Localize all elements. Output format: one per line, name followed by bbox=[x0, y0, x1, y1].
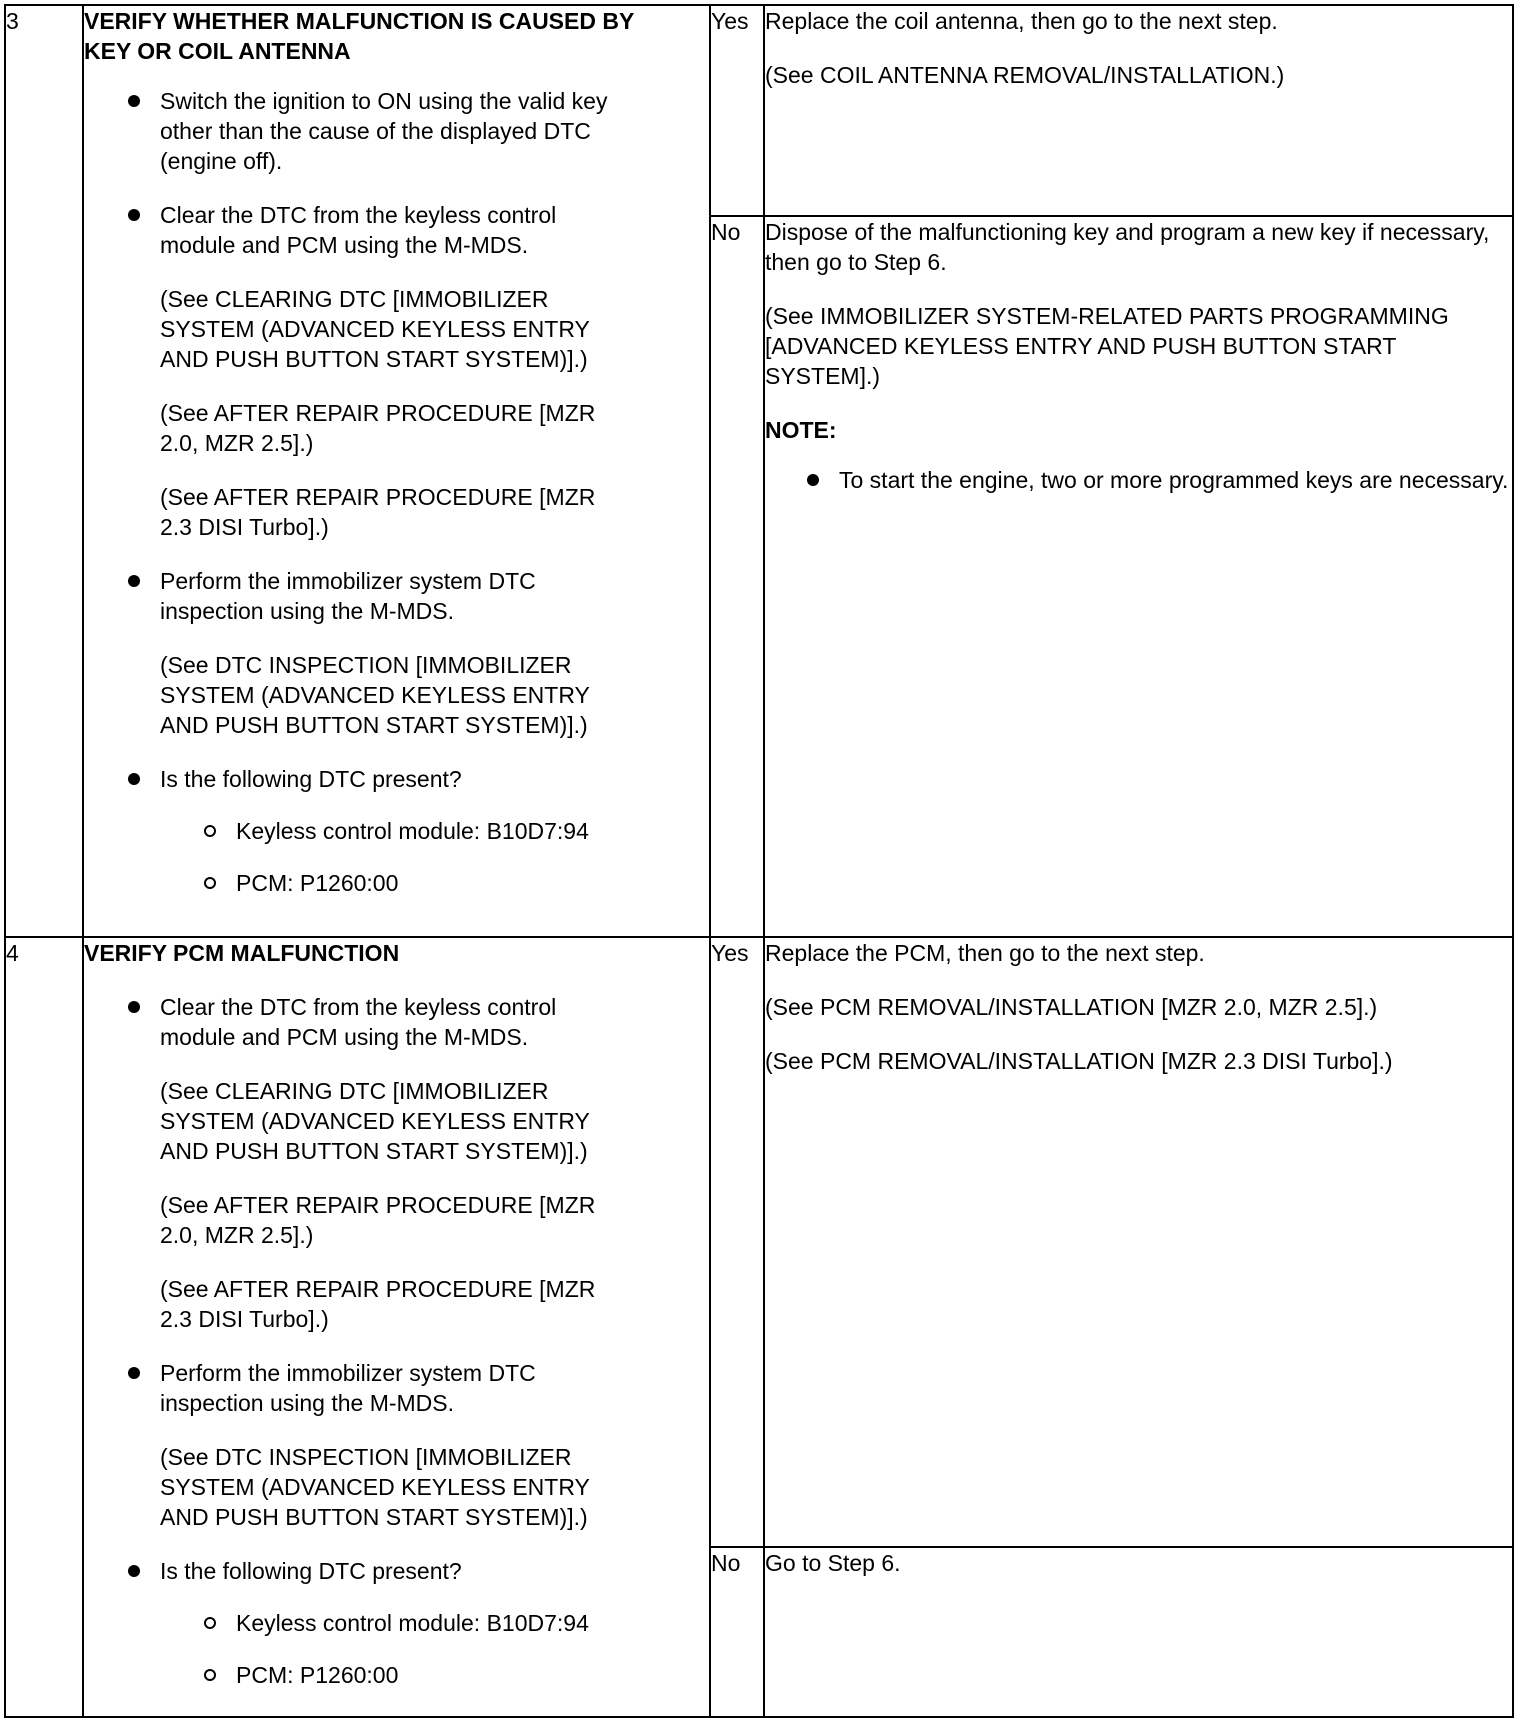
sub-list-item: PCM: P1260:00 bbox=[160, 868, 709, 898]
note-item: To start the engine, two or more programmed keys are necessary. bbox=[765, 465, 1512, 495]
bullet-icon bbox=[128, 95, 140, 107]
reference-text: (See IMMOBILIZER SYSTEM-RELATED PARTS PROGRAMMING [ADVANCED KEYLESS ENTRY AND PUSH BUTTON START SYSTEM].) bbox=[765, 303, 1449, 389]
reference-text: (See DTC INSPECTION [IMMOBILIZER SYSTEM (ADVANCED KEYLESS ENTRY AND PUSH BUTTON START SYSTEM)].) bbox=[160, 1444, 590, 1530]
bullet-icon bbox=[128, 209, 140, 221]
reference-text: (See CLEARING DTC [IMMOBILIZER SYSTEM (ADVANCED KEYLESS ENTRY AND PUSH BUTTON START SYSTEM)].) bbox=[160, 286, 590, 372]
bullet-item: Switch the ignition to ON using the valid key other than the cause of the displayed DTC (engine off). bbox=[84, 86, 709, 176]
reference-text: (See CLEARING DTC [IMMOBILIZER SYSTEM (ADVANCED KEYLESS ENTRY AND PUSH BUTTON START SYSTEM)].) bbox=[160, 1078, 590, 1164]
circle-bullet-icon bbox=[204, 1617, 216, 1629]
bullet-icon bbox=[128, 575, 140, 587]
action-text: Dispose of the malfunctioning key and program a new key if necessary, then go to Step 6. bbox=[765, 219, 1490, 275]
no-action-cell bbox=[764, 1547, 1513, 1717]
note-label: NOTE: bbox=[765, 417, 837, 443]
circle-bullet-icon bbox=[204, 825, 216, 837]
diagnostic-table bbox=[4, 4, 1514, 1718]
bullet-item: Perform the immobilizer system DTC inspection using the M-MDS. (See DTC INSPECTION [IMMOBILIZER SYSTEM (ADVANCED KEYLESS ENTRY AND PUSH BUTTON START SYSTEM)].) bbox=[84, 1358, 709, 1532]
dtc-sub-list bbox=[160, 816, 709, 898]
yes-label: Yes bbox=[710, 5, 764, 216]
yes-action-cell bbox=[764, 937, 1513, 1547]
action-text: Replace the coil antenna, then go to the next step. bbox=[765, 8, 1278, 34]
bullet-item: Clear the DTC from the keyless control module and PCM using the M-MDS. (See CLEARING DTC [IMMOBILIZER SYSTEM (ADVANCED KEYLESS ENTRY AND PUSH BUTTON START SYSTEM)].) (See AFTER REPAIR PROCEDURE [MZR 2.0, MZR 2.5].) (See AFTER REPAIR PROCEDURE [MZR 2.3 DISI Turbo].) bbox=[84, 992, 709, 1334]
circle-bullet-icon bbox=[204, 1669, 216, 1681]
reference-text: (See AFTER REPAIR PROCEDURE [MZR 2.0, MZR 2.5].) bbox=[160, 400, 596, 456]
bullet-item: Clear the DTC from the keyless control module and PCM using the M-MDS. (See CLEARING DTC [IMMOBILIZER SYSTEM (ADVANCED KEYLESS ENTRY AND PUSH BUTTON START SYSTEM)].) (See AFTER REPAIR PROCEDURE [MZR 2.0, MZR 2.5].) (See AFTER REPAIR PROCEDURE [MZR 2.3 DISI Turbo].) bbox=[84, 200, 709, 542]
yes-action-cell bbox=[764, 5, 1513, 216]
sub-list-item: PCM: P1260:00 bbox=[160, 1660, 709, 1690]
yes-label: Yes bbox=[710, 937, 764, 1547]
sub-list-item: Keyless control module: B10D7:94 bbox=[160, 1608, 709, 1638]
no-action-cell bbox=[764, 216, 1513, 937]
diagnostic-procedure-sheet bbox=[4, 4, 1514, 1704]
reference-text: (See DTC INSPECTION [IMMOBILIZER SYSTEM (ADVANCED KEYLESS ENTRY AND PUSH BUTTON START SYSTEM)].) bbox=[160, 652, 590, 738]
no-label: No bbox=[710, 1547, 764, 1717]
inspection-bullets bbox=[84, 992, 709, 1586]
bullet-icon bbox=[128, 1565, 140, 1577]
inspection-cell-step-3 bbox=[83, 5, 710, 937]
inspection-title: VERIFY WHETHER MALFUNCTION IS CAUSED BY KEY OR COIL ANTENNA bbox=[84, 8, 635, 64]
reference-text: (See AFTER REPAIR PROCEDURE [MZR 2.3 DISI Turbo].) bbox=[160, 1276, 596, 1332]
step-4-row-yes bbox=[5, 937, 1513, 1547]
inspection-bullets bbox=[84, 86, 709, 794]
inspection-cell-step-4 bbox=[83, 937, 710, 1717]
bullet-icon bbox=[128, 773, 140, 785]
inspection-title: VERIFY PCM MALFUNCTION bbox=[84, 940, 400, 966]
bullet-item: Is the following DTC present? bbox=[84, 764, 709, 794]
bullet-icon bbox=[128, 1001, 140, 1013]
bullet-icon bbox=[128, 1367, 140, 1379]
reference-text: (See PCM REMOVAL/INSTALLATION [MZR 2.3 DISI Turbo].) bbox=[765, 1048, 1393, 1074]
step-number: 4 bbox=[5, 937, 83, 1717]
step-number: 3 bbox=[5, 5, 83, 937]
dtc-sub-list bbox=[160, 1608, 709, 1690]
circle-bullet-icon bbox=[204, 877, 216, 889]
reference-text: (See AFTER REPAIR PROCEDURE [MZR 2.0, MZR 2.5].) bbox=[160, 1192, 596, 1248]
bullet-icon bbox=[807, 474, 819, 486]
bullet-item: Perform the immobilizer system DTC inspection using the M-MDS. (See DTC INSPECTION [IMMOBILIZER SYSTEM (ADVANCED KEYLESS ENTRY AND PUSH BUTTON START SYSTEM)].) bbox=[84, 566, 709, 740]
reference-text: (See AFTER REPAIR PROCEDURE [MZR 2.3 DISI Turbo].) bbox=[160, 484, 596, 540]
action-text: Go to Step 6. bbox=[765, 1550, 901, 1576]
note-list bbox=[765, 465, 1512, 495]
sub-list-item: Keyless control module: B10D7:94 bbox=[160, 816, 709, 846]
bullet-item: Is the following DTC present? bbox=[84, 1556, 709, 1586]
reference-text: (See COIL ANTENNA REMOVAL/INSTALLATION.) bbox=[765, 62, 1285, 88]
action-text: Replace the PCM, then go to the next step. bbox=[765, 940, 1205, 966]
step-3-row-yes bbox=[5, 5, 1513, 216]
reference-text: (See PCM REMOVAL/INSTALLATION [MZR 2.0, MZR 2.5].) bbox=[765, 994, 1378, 1020]
no-label: No bbox=[710, 216, 764, 937]
